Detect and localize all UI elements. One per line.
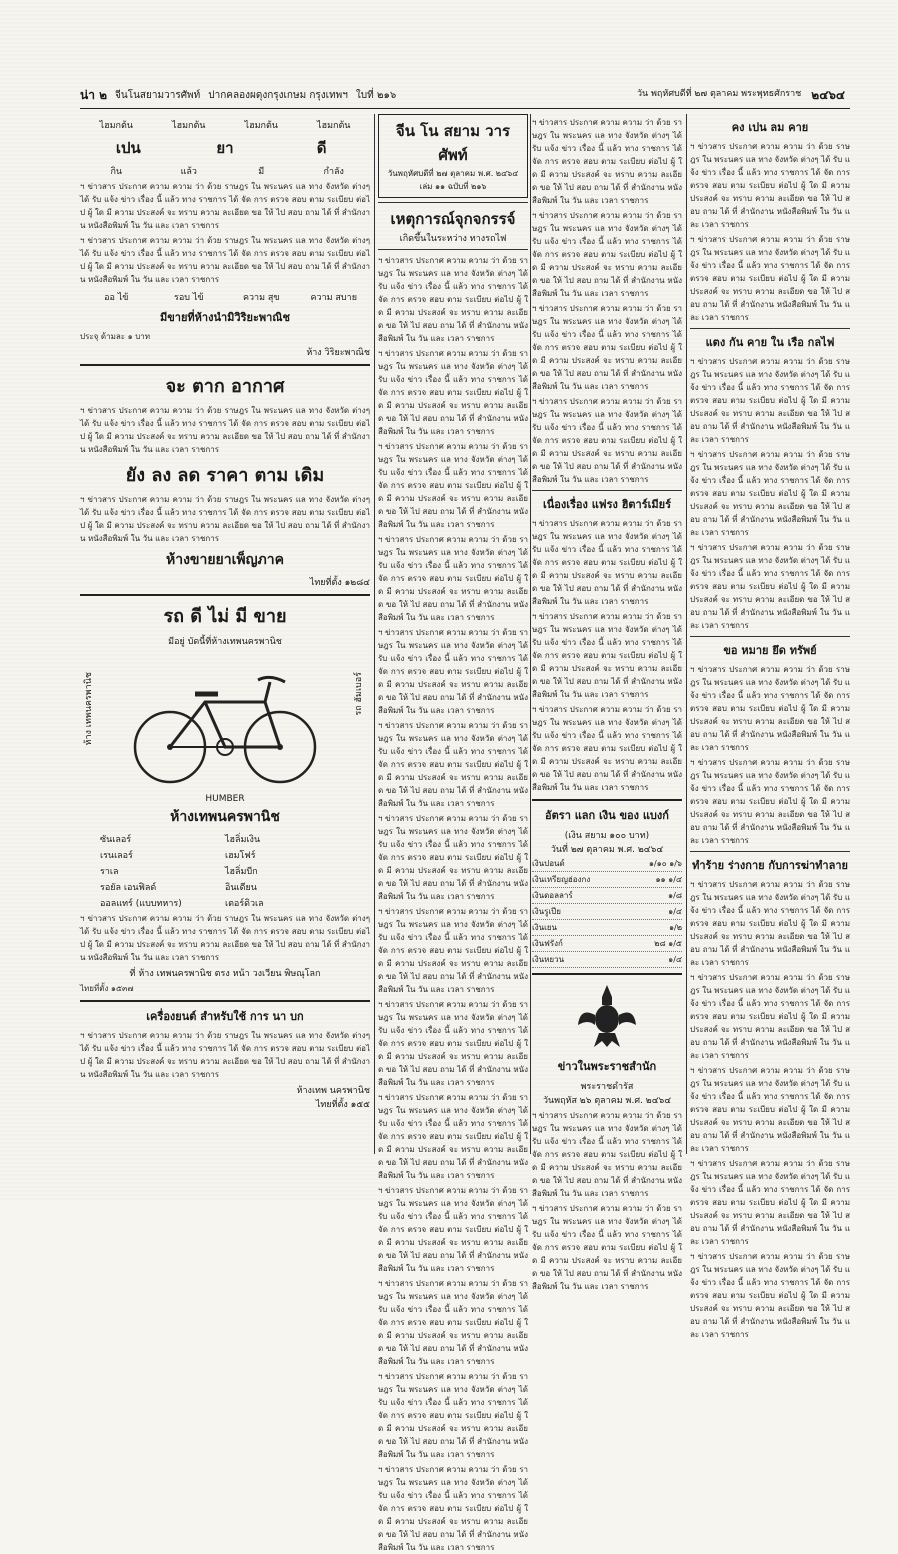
ad-body-text: ฯ ข่าวสาร ประกาศ ความ ความ ว่า ด้วย ราษฎร ใน พระนคร แล ทาง จังหวัด ต่างๆ ได้ รับ แจ้ง ข่าว เรื่อง นี้ แล้ว ทาง ราชการ ได้ จัด การ ตรวจ สอบ ตาม ระเบียบ ต่อไป ผู้ ใด มี ความ ประสงค์ จะ ทราบ ความ ละเอียด ขอ ให้ ไป สอบ ถาม ได้ ที่ สำนักงาน หนังสือพิมพ์ ใน วัน และ เวลา ราชการ	[80, 182, 370, 230]
ad-body-text: ฯ ข่าวสาร ประกาศ ความ ความ ว่า ด้วย ราษฎร ใน พระนคร แล ทาง จังหวัด ต่างๆ ได้ รับ แจ้ง ข่าว เรื่อง นี้ แล้ว ทาง ราชการ ได้ จัด การ ตรวจ สอบ ตาม ระเบียบ ต่อไป ผู้ ใด มี ความ ประสงค์ จะ ทราบ ความ ละเอียด ขอ ให้ ไป สอบ ถาม ได้ ที่ สำนักงาน หนังสือพิมพ์ ใน วัน และ เวลา ราชการ	[80, 236, 370, 284]
ad-word: แล้ว	[180, 167, 197, 177]
ad-label: ไฮมกต้น	[244, 121, 278, 131]
ad-top-row	[80, 118, 370, 132]
rate-row	[532, 952, 682, 968]
ad-sign: ห้าง วิริยะพาณิช	[306, 348, 370, 358]
headline: เหตุการณ์จุกจกรรจ์	[390, 210, 516, 228]
rate-row	[532, 888, 682, 904]
column-rule	[530, 114, 531, 1154]
ad-big-row	[80, 136, 370, 160]
dealer-item: เตอร์ดิวเล	[225, 899, 264, 909]
rate-label: เงินเยน	[532, 923, 557, 932]
article-text: ฯ ข่าวสาร ประกาศ ความ ความ ว่า ด้วย ราษฎร ใน พระนคร แล ทาง จังหวัด ต่างๆ ได้ รับ แจ้ง ข่าว เรื่อง นี้ แล้ว ทาง ราชการ ได้ จัด การ ตรวจ สอบ ตาม ระเบียบ ต่อไป ผู้ ใด มี ความ ประสงค์ จะ ทราบ ความ ละเอียด ขอ ให้ ไป สอบ ถาม ได้ ที่ สำนักงาน หนังสือพิมพ์ ใน วัน และ เวลา ราชการ	[532, 1204, 682, 1291]
machine-ad-title: เครื่องยนต์ สำหรับใช้ การ นา บก	[146, 1010, 304, 1023]
column-news-3	[690, 114, 850, 1339]
column-news-2	[532, 114, 682, 1291]
divider	[690, 328, 850, 329]
divider	[80, 1000, 370, 1002]
machine-ad-sign: ห้างเทพ นครพานิช	[296, 1086, 370, 1096]
header-year: ๒๔๖๔	[811, 87, 845, 102]
rate-subtitle: (เงิน สยาม ๑๐๐ บาท)	[564, 831, 650, 841]
issue-number: ใบที่ ๒๑๖	[355, 89, 397, 101]
ad-big-word: ยา	[216, 139, 234, 157]
dealer-item: ไฮลิ่มบีก	[225, 867, 258, 877]
dealer-item: รอยัล เอนฟิลด์	[100, 883, 157, 893]
article-text: ฯ ข่าวสาร ประกาศ ความ ความ ว่า ด้วย ราษฎร ใน พระนคร แล ทาง จังหวัด ต่างๆ ได้ รับ แจ้ง ข่าว เรื่อง นี้ แล้ว ทาง ราชการ ได้ จัด การ ตรวจ สอบ ตาม ระเบียบ ต่อไป ผู้ ใด มี ความ ประสงค์ จะ ทราบ ความ ละเอียด ขอ ให้ ไป สอบ ถาม ได้ ที่ สำนักงาน หนังสือพิมพ์ ใน วัน และ เวลา ราชการ	[690, 880, 850, 967]
page-header	[80, 84, 845, 106]
rate-row	[532, 920, 682, 936]
article-text: ฯ ข่าวสาร ประกาศ ความ ความ ว่า ด้วย ราษฎร ใน พระนคร แล ทาง จังหวัด ต่างๆ ได้ รับ แจ้ง ข่าว เรื่อง นี้ แล้ว ทาง ราชการ ได้ จัด การ ตรวจ สอบ ตาม ระเบียบ ต่อไป ผู้ ใด มี ความ ประสงค์ จะ ทราบ ความ ละเอียด ขอ ให้ ไป สอบ ถาม ได้ ที่ สำนักงาน หนังสือพิมพ์ ใน วัน และ เวลา ราชการ	[532, 1111, 682, 1198]
article-text: ฯ ข่าวสาร ประกาศ ความ ความ ว่า ด้วย ราษฎร ใน พระนคร แล ทาง จังหวัด ต่างๆ ได้ รับ แจ้ง ข่าว เรื่อง นี้ แล้ว ทาง ราชการ ได้ จัด การ ตรวจ สอบ ตาม ระเบียบ ต่อไป ผู้ ใด มี ความ ประสงค์ จะ ทราบ ความ ละเอียด ขอ ให้ ไป สอบ ถาม ได้ ที่ สำนักงาน หนังสือพิมพ์ ใน วัน และ เวลา ราชการ	[378, 721, 528, 808]
dealer-item: เฮมโฟร์	[225, 851, 256, 861]
rate-row	[532, 872, 682, 888]
column-advertisements	[80, 114, 370, 1174]
weather-ad-text: ฯ ข่าวสาร ประกาศ ความ ความ ว่า ด้วย ราษฎร ใน พระนคร แล ทาง จังหวัด ต่างๆ ได้ รับ แจ้ง ข่าว เรื่อง นี้ แล้ว ทาง ราชการ ได้ จัด การ ตรวจ สอบ ตาม ระเบียบ ต่อไป ผู้ ใด มี ความ ประสงค์ จะ ทราบ ความ ละเอียด ขอ ให้ ไป สอบ ถาม ได้ ที่ สำนักงาน หนังสือพิมพ์ ใน วัน และ เวลา ราชการ	[80, 406, 370, 454]
ad-word: กิน	[110, 167, 123, 177]
dealer-item: เรนเลอร์	[100, 851, 133, 861]
rate-value: ๑/๒	[668, 923, 682, 932]
ad-word: กำลัง	[323, 167, 344, 177]
article-text: ฯ ข่าวสาร ประกาศ ความ ความ ว่า ด้วย ราษฎร ใน พระนคร แล ทาง จังหวัด ต่างๆ ได้ รับ แจ้ง ข่าว เรื่อง นี้ แล้ว ทาง ราชการ ได้ จัด การ ตรวจ สอบ ตาม ระเบียบ ต่อไป ผู้ ใด มี ความ ประสงค์ จะ ทราบ ความ ละเอียด ขอ ให้ ไป สอบ ถาม ได้ ที่ สำนักงาน หนังสือพิมพ์ ใน วัน และ เวลา ราชการ	[690, 142, 850, 229]
article-text: ฯ ข่าวสาร ประกาศ ความ ความ ว่า ด้วย ราษฎร ใน พระนคร แล ทาง จังหวัด ต่างๆ ได้ รับ แจ้ง ข่าว เรื่อง นี้ แล้ว ทาง ราชการ ได้ จัด การ ตรวจ สอบ ตาม ระเบียบ ต่อไป ผู้ ใด มี ความ ประสงค์ จะ ทราบ ความ ละเอียด ขอ ให้ ไป สอบ ถาม ได้ ที่ สำนักงาน หนังสือพิมพ์ ใน วัน และ เวลา ราชการ	[378, 907, 528, 994]
rate-label: เงินเหรียญฮ่องกง	[532, 875, 591, 884]
news-head: คง เปน ลม คาย	[731, 121, 809, 134]
dealer-item: ราเล	[100, 867, 119, 877]
rate-label: เงินฟรังก์	[532, 939, 563, 948]
news-head: เนื่องเรื่อง แฟรง ฮิตาร์เมียร์	[542, 498, 672, 511]
article-text: ฯ ข่าวสาร ประกาศ ความ ความ ว่า ด้วย ราษฎร ใน พระนคร แล ทาง จังหวัด ต่างๆ ได้ รับ แจ้ง ข่าว เรื่อง นี้ แล้ว ทาง ราชการ ได้ จัด การ ตรวจ สอบ ตาม ระเบียบ ต่อไป ผู้ ใด มี ความ ประสงค์ จะ ทราบ ความ ละเอียด ขอ ให้ ไป สอบ ถาม ได้ ที่ สำนักงาน หนังสือพิมพ์ ใน วัน และ เวลา ราชการ	[378, 1093, 528, 1180]
divider	[690, 851, 850, 852]
bike-ad-footer-note: ไทยที่ตั้ง ๑๕๓๗	[80, 984, 134, 993]
ad-label: ไฮมกต้น	[317, 121, 351, 131]
rate-label: เงินหยวน	[532, 955, 565, 964]
article-text: ฯ ข่าวสาร ประกาศ ความ ความ ว่า ด้วย ราษฎร ใน พระนคร แล ทาง จังหวัด ต่างๆ ได้ รับ แจ้ง ข่าว เรื่อง นี้ แล้ว ทาง ราชการ ได้ จัด การ ตรวจ สอบ ตาม ระเบียบ ต่อไป ผู้ ใด มี ความ ประสงค์ จะ ทราบ ความ ละเอียด ขอ ให้ ไป สอบ ถาม ได้ ที่ สำนักงาน หนังสือพิมพ์ ใน วัน และ เวลา ราชการ	[378, 814, 528, 901]
masthead-volume: เล่ม ๑๑ ฉบับที่ ๒๑๖	[419, 182, 487, 191]
article-text: ฯ ข่าวสาร ประกาศ ความ ความ ว่า ด้วย ราษฎร ใน พระนคร แล ทาง จังหวัด ต่างๆ ได้ รับ แจ้ง ข่าว เรื่อง นี้ แล้ว ทาง ราชการ ได้ จัด การ ตรวจ สอบ ตาม ระเบียบ ต่อไป ผู้ ใด มี ความ ประสงค์ จะ ทราบ ความ ละเอียด ขอ ให้ ไป สอบ ถาม ได้ ที่ สำนักงาน หนังสือพิมพ์ ใน วัน และ เวลา ราชการ	[690, 973, 850, 1060]
article-text: ฯ ข่าวสาร ประกาศ ความ ความ ว่า ด้วย ราษฎร ใน พระนคร แล ทาง จังหวัด ต่างๆ ได้ รับ แจ้ง ข่าว เรื่อง นี้ แล้ว ทาง ราชการ ได้ จัด การ ตรวจ สอบ ตาม ระเบียบ ต่อไป ผู้ ใด มี ความ ประสงค์ จะ ทราบ ความ ละเอียด ขอ ให้ ไป สอบ ถาม ได้ ที่ สำนักงาน หนังสือพิมพ์ ใน วัน และ เวลา ราชการ	[378, 256, 528, 343]
ad-row3	[80, 164, 370, 178]
article-text: ฯ ข่าวสาร ประกาศ ความ ความ ว่า ด้วย ราษฎร ใน พระนคร แล ทาง จังหวัด ต่างๆ ได้ รับ แจ้ง ข่าว เรื่อง นี้ แล้ว ทาง ราชการ ได้ จัด การ ตรวจ สอบ ตาม ระเบียบ ต่อไป ผู้ ใด มี ความ ประสงค์ จะ ทราบ ความ ละเอียด ขอ ให้ ไป สอบ ถาม ได้ ที่ สำนักงาน หนังสือพิมพ์ ใน วัน และ เวลา ราชการ	[378, 1465, 528, 1552]
royal-emblem-icon	[572, 981, 642, 1051]
machine-ad-sign-note: ไทยที่ตั้ง ๑๕๕	[315, 1100, 370, 1110]
bike-shop: ห้างเทพนครพานิช	[170, 809, 280, 825]
ad-word: ความ สบาย	[310, 293, 357, 303]
news-head: แตง กัน คาย ใน เรือ กลไฟ	[705, 336, 835, 349]
header-rule	[80, 108, 850, 109]
article-text: ฯ ข่าวสาร ประกาศ ความ ความ ว่า ด้วย ราษฎร ใน พระนคร แล ทาง จังหวัด ต่างๆ ได้ รับ แจ้ง ข่าว เรื่อง นี้ แล้ว ทาง ราชการ ได้ จัด การ ตรวจ สอบ ตาม ระเบียบ ต่อไป ผู้ ใด มี ความ ประสงค์ จะ ทราบ ความ ละเอียด ขอ ให้ ไป สอบ ถาม ได้ ที่ สำนักงาน หนังสือพิมพ์ ใน วัน และ เวลา ราชการ	[690, 357, 850, 444]
article-text: ฯ ข่าวสาร ประกาศ ความ ความ ว่า ด้วย ราษฎร ใน พระนคร แล ทาง จังหวัด ต่างๆ ได้ รับ แจ้ง ข่าว เรื่อง นี้ แล้ว ทาง ราชการ ได้ จัด การ ตรวจ สอบ ตาม ระเบียบ ต่อไป ผู้ ใด มี ความ ประสงค์ จะ ทราบ ความ ละเอียด ขอ ให้ ไป สอบ ถาม ได้ ที่ สำนักงาน หนังสือพิมพ์ ใน วัน และ เวลา ราชการ	[532, 397, 682, 484]
bike-ad-subtitle: มีอยู่ บัดนี้ที่ห้างเทพนครพานิช	[168, 637, 282, 647]
ad-word: รอบ ไข้	[174, 293, 204, 303]
ad-label: ไฮมกต้น	[172, 121, 206, 131]
ad-label: ไฮมกต้น	[99, 121, 133, 131]
article-text: ฯ ข่าวสาร ประกาศ ความ ความ ว่า ด้วย ราษฎร ใน พระนคร แล ทาง จังหวัด ต่างๆ ได้ รับ แจ้ง ข่าว เรื่อง นี้ แล้ว ทาง ราชการ ได้ จัด การ ตรวจ สอบ ตาม ระเบียบ ต่อไป ผู้ ใด มี ความ ประสงค์ จะ ทราบ ความ ละเอียด ขอ ให้ ไป สอบ ถาม ได้ ที่ สำนักงาน หนังสือพิมพ์ ใน วัน และ เวลา ราชการ	[532, 612, 682, 699]
rate-date: วันที่ ๒๗ ตุลาคม พ.ศ. ๒๔๖๔	[550, 845, 664, 855]
bike-vertical-label: ห้าง เทพนครพานิช	[84, 672, 94, 746]
page-number: น่า ๒	[80, 87, 108, 102]
article-text: ฯ ข่าวสาร ประกาศ ความ ความ ว่า ด้วย ราษฎร ใน พระนคร แล ทาง จังหวัด ต่างๆ ได้ รับ แจ้ง ข่าว เรื่อง นี้ แล้ว ทาง ราชการ ได้ จัด การ ตรวจ สอบ ตาม ระเบียบ ต่อไป ผู้ ใด มี ความ ประสงค์ จะ ทราบ ความ ละเอียด ขอ ให้ ไป สอบ ถาม ได้ ที่ สำนักงาน หนังสือพิมพ์ ใน วัน และ เวลา ราชการ	[378, 349, 528, 436]
rate-value: ๑/๔	[668, 955, 682, 964]
bike-brand: HUMBER	[205, 794, 245, 804]
masthead-date: วันพฤหัศบดีที่ ๒๗ ตุลาคม พ.ศ. ๒๔๖๔	[387, 169, 519, 178]
ad-big-word: เปน	[115, 139, 141, 157]
article-text: ฯ ข่าวสาร ประกาศ ความ ความ ว่า ด้วย ราษฎร ใน พระนคร แล ทาง จังหวัด ต่างๆ ได้ รับ แจ้ง ข่าว เรื่อง นี้ แล้ว ทาง ราชการ ได้ จัด การ ตรวจ สอบ ตาม ระเบียบ ต่อไป ผู้ ใด มี ความ ประสงค์ จะ ทราบ ความ ละเอียด ขอ ให้ ไป สอบ ถาม ได้ ที่ สำนักงาน หนังสือพิมพ์ ใน วัน และ เวลา ราชการ	[690, 235, 850, 322]
rate-value: ๒๘ ๑/๕	[654, 939, 682, 948]
pharmacy-name: ห้างขายยาเพ็ญภาค	[165, 552, 285, 568]
divider	[80, 364, 370, 366]
news-head: ทำร้าย ร่างกาย กับการฆ่าทำลาย	[692, 859, 848, 872]
rate-label: เงินรูเปีย	[532, 907, 561, 916]
court-news-sub: พระราชดำรัส	[580, 1082, 634, 1092]
header-location: ปากคลองผดุงกรุงเกษม กรุงเทพฯ	[208, 89, 348, 101]
article-text: ฯ ข่าวสาร ประกาศ ความ ความ ว่า ด้วย ราษฎร ใน พระนคร แล ทาง จังหวัด ต่างๆ ได้ รับ แจ้ง ข่าว เรื่อง นี้ แล้ว ทาง ราชการ ได้ จัด การ ตรวจ สอบ ตาม ระเบียบ ต่อไป ผู้ ใด มี ความ ประสงค์ จะ ทราบ ความ ละเอียด ขอ ให้ ไป สอบ ถาม ได้ ที่ สำนักงาน หนังสือพิมพ์ ใน วัน และ เวลา ราชการ	[690, 665, 850, 752]
rate-row	[532, 936, 682, 952]
dealer-list	[80, 832, 370, 910]
divider	[690, 636, 850, 637]
ad-price: ประจุ ด้ามละ ๑ บาท	[80, 332, 151, 341]
divider	[378, 202, 528, 203]
dealer-item: ไฮลิ่มเงิน	[225, 835, 261, 845]
article-text: ฯ ข่าวสาร ประกาศ ความ ความ ว่า ด้วย ราษฎร ใน พระนคร แล ทาง จังหวัด ต่างๆ ได้ รับ แจ้ง ข่าว เรื่อง นี้ แล้ว ทาง ราชการ ได้ จัด การ ตรวจ สอบ ตาม ระเบียบ ต่อไป ผู้ ใด มี ความ ประสงค์ จะ ทราบ ความ ละเอียด ขอ ให้ ไป สอบ ถาม ได้ ที่ สำนักงาน หนังสือพิมพ์ ใน วัน และ เวลา ราชการ	[690, 1066, 850, 1153]
article-text: ฯ ข่าวสาร ประกาศ ความ ความ ว่า ด้วย ราษฎร ใน พระนคร แล ทาง จังหวัด ต่างๆ ได้ รับ แจ้ง ข่าว เรื่อง นี้ แล้ว ทาง ราชการ ได้ จัด การ ตรวจ สอบ ตาม ระเบียบ ต่อไป ผู้ ใด มี ความ ประสงค์ จะ ทราบ ความ ละเอียด ขอ ให้ ไป สอบ ถาม ได้ ที่ สำนักงาน หนังสือพิมพ์ ใน วัน และ เวลา ราชการ	[378, 1186, 528, 1273]
court-news-title: ข่าวในพระราชสำนัก	[557, 1060, 657, 1073]
rate-label: เงินปอนด์	[532, 859, 565, 868]
rate-row	[532, 856, 682, 872]
weather-ad-text: ฯ ข่าวสาร ประกาศ ความ ความ ว่า ด้วย ราษฎร ใน พระนคร แล ทาง จังหวัด ต่างๆ ได้ รับ แจ้ง ข่าว เรื่อง นี้ แล้ว ทาง ราชการ ได้ จัด การ ตรวจ สอบ ตาม ระเบียบ ต่อไป ผู้ ใด มี ความ ประสงค์ จะ ทราบ ความ ละเอียด ขอ ให้ ไป สอบ ถาม ได้ ที่ สำนักงาน หนังสือพิมพ์ ใน วัน และ เวลา ราชการ	[80, 495, 370, 543]
column-news-1	[378, 114, 528, 1552]
article-text: ฯ ข่าวสาร ประกาศ ความ ความ ว่า ด้วย ราษฎร ใน พระนคร แล ทาง จังหวัด ต่างๆ ได้ รับ แจ้ง ข่าว เรื่อง นี้ แล้ว ทาง ราชการ ได้ จัด การ ตรวจ สอบ ตาม ระเบียบ ต่อไป ผู้ ใด มี ความ ประสงค์ จะ ทราบ ความ ละเอียด ขอ ให้ ไป สอบ ถาม ได้ ที่ สำนักงาน หนังสือพิมพ์ ใน วัน และ เวลา ราชการ	[532, 304, 682, 391]
rate-row	[532, 904, 682, 920]
rate-value: ๑/๔	[668, 907, 682, 916]
article-text: ฯ ข่าวสาร ประกาศ ความ ความ ว่า ด้วย ราษฎร ใน พระนคร แล ทาง จังหวัด ต่างๆ ได้ รับ แจ้ง ข่าว เรื่อง นี้ แล้ว ทาง ราชการ ได้ จัด การ ตรวจ สอบ ตาม ระเบียบ ต่อไป ผู้ ใด มี ความ ประสงค์ จะ ทราบ ความ ละเอียด ขอ ให้ ไป สอบ ถาม ได้ ที่ สำนักงาน หนังสือพิมพ์ ใน วัน และ เวลา ราชการ	[532, 211, 682, 298]
dealer-item: อินเดียน	[225, 883, 257, 893]
news-head: ขอ หมาย ยึด ทรัพย์	[723, 644, 817, 657]
court-news-date: วันพฤหัส ๒๖ ตุลาคม พ.ศ. ๒๔๖๔	[542, 1096, 672, 1106]
paper-name: จีนโนสยามวารศัพท์	[115, 89, 201, 101]
bike-ad-title: รถ ดี ไม่ มี ขาย	[163, 606, 287, 627]
ad-word: ความ สุข	[242, 293, 280, 303]
pharmacy-note: ไทยที่ตั้ง ๑๒๘๔	[309, 578, 370, 588]
rate-value: ๑/๑๐ ๑/๖	[648, 859, 682, 868]
bike-vertical-label: รถ ฮัมเบอร์	[354, 672, 364, 716]
article-text: ฯ ข่าวสาร ประกาศ ความ ความ ว่า ด้วย ราษฎร ใน พระนคร แล ทาง จังหวัด ต่างๆ ได้ รับ แจ้ง ข่าว เรื่อง นี้ แล้ว ทาง ราชการ ได้ จัด การ ตรวจ สอบ ตาม ระเบียบ ต่อไป ผู้ ใด มี ความ ประสงค์ จะ ทราบ ความ ละเอียด ขอ ให้ ไป สอบ ถาม ได้ ที่ สำนักงาน หนังสือพิมพ์ ใน วัน และ เวลา ราชการ	[378, 1279, 528, 1366]
ad-seller: มีขายที่ห้างนำมิวิริยะพาณิช	[160, 311, 290, 324]
rate-value: ๑/๘	[668, 891, 682, 900]
divider	[532, 973, 682, 975]
dealer-item: ออลแทร์ (แบบทหาร)	[100, 899, 182, 909]
bike-ad-footer: ที่ ห้าง เทพนครพานิช ตรง หน้า วงเวียน พิษณุโลก	[129, 969, 321, 979]
bicycle-icon	[130, 662, 320, 792]
dealer-item: ซันเลอร์	[100, 835, 132, 845]
article-text: ฯ ข่าวสาร ประกาศ ความ ความ ว่า ด้วย ราษฎร ใน พระนคร แล ทาง จังหวัด ต่างๆ ได้ รับ แจ้ง ข่าว เรื่อง นี้ แล้ว ทาง ราชการ ได้ จัด การ ตรวจ สอบ ตาม ระเบียบ ต่อไป ผู้ ใด มี ความ ประสงค์ จะ ทราบ ความ ละเอียด ขอ ให้ ไป สอบ ถาม ได้ ที่ สำนักงาน หนังสือพิมพ์ ใน วัน และ เวลา ราชการ	[378, 628, 528, 715]
article-text: ฯ ข่าวสาร ประกาศ ความ ความ ว่า ด้วย ราษฎร ใน พระนคร แล ทาง จังหวัด ต่างๆ ได้ รับ แจ้ง ข่าว เรื่อง นี้ แล้ว ทาง ราชการ ได้ จัด การ ตรวจ สอบ ตาม ระเบียบ ต่อไป ผู้ ใด มี ความ ประสงค์ จะ ทราบ ความ ละเอียด ขอ ให้ ไป สอบ ถาม ได้ ที่ สำนักงาน หนังสือพิมพ์ ใน วัน และ เวลา ราชการ	[532, 519, 682, 606]
divider	[378, 249, 528, 250]
header-date: วัน พฤหัศบดีที่ ๒๗ ตุลาคม พระพุทธศักราช	[636, 88, 802, 99]
divider	[532, 490, 682, 491]
column-rule	[374, 114, 375, 1154]
article-text: ฯ ข่าวสาร ประกาศ ความ ความ ว่า ด้วย ราษฎร ใน พระนคร แล ทาง จังหวัด ต่างๆ ได้ รับ แจ้ง ข่าว เรื่อง นี้ แล้ว ทาง ราชการ ได้ จัด การ ตรวจ สอบ ตาม ระเบียบ ต่อไป ผู้ ใด มี ความ ประสงค์ จะ ทราบ ความ ละเอียด ขอ ให้ ไป สอบ ถาม ได้ ที่ สำนักงาน หนังสือพิมพ์ ใน วัน และ เวลา ราชการ	[532, 705, 682, 792]
article-text: ฯ ข่าวสาร ประกาศ ความ ความ ว่า ด้วย ราษฎร ใน พระนคร แล ทาง จังหวัด ต่างๆ ได้ รับ แจ้ง ข่าว เรื่อง นี้ แล้ว ทาง ราชการ ได้ จัด การ ตรวจ สอบ ตาม ระเบียบ ต่อไป ผู้ ใด มี ความ ประสงค์ จะ ทราบ ความ ละเอียด ขอ ให้ ไป สอบ ถาม ได้ ที่ สำนักงาน หนังสือพิมพ์ ใน วัน และ เวลา ราชการ	[690, 758, 850, 845]
rate-label: เงินดอลลาร์	[532, 891, 573, 900]
ad-word: ออ ไข้	[104, 293, 129, 303]
exchange-rate-table	[532, 856, 682, 968]
article-text: ฯ ข่าวสาร ประกาศ ความ ความ ว่า ด้วย ราษฎร ใน พระนคร แล ทาง จังหวัด ต่างๆ ได้ รับ แจ้ง ข่าว เรื่อง นี้ แล้ว ทาง ราชการ ได้ จัด การ ตรวจ สอบ ตาม ระเบียบ ต่อไป ผู้ ใด มี ความ ประสงค์ จะ ทราบ ความ ละเอียด ขอ ให้ ไป สอบ ถาม ได้ ที่ สำนักงาน หนังสือพิมพ์ ใน วัน และ เวลา ราชการ	[690, 1159, 850, 1246]
ad-row4	[80, 290, 370, 304]
divider	[80, 594, 370, 596]
weather-ad-title: จะ ตาก อากาศ	[165, 376, 285, 397]
ad-big-word: ดี	[316, 139, 327, 157]
rate-title: อัตรา แลก เงิน ของ แบงก์	[545, 809, 669, 822]
article-text: ฯ ข่าวสาร ประกาศ ความ ความ ว่า ด้วย ราษฎร ใน พระนคร แล ทาง จังหวัด ต่างๆ ได้ รับ แจ้ง ข่าว เรื่อง นี้ แล้ว ทาง ราชการ ได้ จัด การ ตรวจ สอบ ตาม ระเบียบ ต่อไป ผู้ ใด มี ความ ประสงค์ จะ ทราบ ความ ละเอียด ขอ ให้ ไป สอบ ถาม ได้ ที่ สำนักงาน หนังสือพิมพ์ ใน วัน และ เวลา ราชการ	[378, 535, 528, 622]
subheadline: เกิดขึ้นในระหว่าง ทางรถไฟ	[399, 234, 507, 244]
article-text: ฯ ข่าวสาร ประกาศ ความ ความ ว่า ด้วย ราษฎร ใน พระนคร แล ทาง จังหวัด ต่างๆ ได้ รับ แจ้ง ข่าว เรื่อง นี้ แล้ว ทาง ราชการ ได้ จัด การ ตรวจ สอบ ตาม ระเบียบ ต่อไป ผู้ ใด มี ความ ประสงค์ จะ ทราบ ความ ละเอียด ขอ ให้ ไป สอบ ถาม ได้ ที่ สำนักงาน หนังสือพิมพ์ ใน วัน และ เวลา ราชการ	[378, 1372, 528, 1459]
bike-illustration	[80, 652, 370, 802]
masthead	[378, 114, 528, 198]
article-text: ฯ ข่าวสาร ประกาศ ความ ความ ว่า ด้วย ราษฎร ใน พระนคร แล ทาง จังหวัด ต่างๆ ได้ รับ แจ้ง ข่าว เรื่อง นี้ แล้ว ทาง ราชการ ได้ จัด การ ตรวจ สอบ ตาม ระเบียบ ต่อไป ผู้ ใด มี ความ ประสงค์ จะ ทราบ ความ ละเอียด ขอ ให้ ไป สอบ ถาม ได้ ที่ สำนักงาน หนังสือพิมพ์ ใน วัน และ เวลา ราชการ	[532, 118, 682, 205]
article-text: ฯ ข่าวสาร ประกาศ ความ ความ ว่า ด้วย ราษฎร ใน พระนคร แล ทาง จังหวัด ต่างๆ ได้ รับ แจ้ง ข่าว เรื่อง นี้ แล้ว ทาง ราชการ ได้ จัด การ ตรวจ สอบ ตาม ระเบียบ ต่อไป ผู้ ใด มี ความ ประสงค์ จะ ทราบ ความ ละเอียด ขอ ให้ ไป สอบ ถาม ได้ ที่ สำนักงาน หนังสือพิมพ์ ใน วัน และ เวลา ราชการ	[690, 1252, 850, 1339]
article-text: ฯ ข่าวสาร ประกาศ ความ ความ ว่า ด้วย ราษฎร ใน พระนคร แล ทาง จังหวัด ต่างๆ ได้ รับ แจ้ง ข่าว เรื่อง นี้ แล้ว ทาง ราชการ ได้ จัด การ ตรวจ สอบ ตาม ระเบียบ ต่อไป ผู้ ใด มี ความ ประสงค์ จะ ทราบ ความ ละเอียด ขอ ให้ ไป สอบ ถาม ได้ ที่ สำนักงาน หนังสือพิมพ์ ใน วัน และ เวลา ราชการ	[378, 1000, 528, 1087]
weather-ad-title2: ยัง ลง ลด ราคา ตาม เดิม	[125, 465, 325, 486]
bike-ad-text: ฯ ข่าวสาร ประกาศ ความ ความ ว่า ด้วย ราษฎร ใน พระนคร แล ทาง จังหวัด ต่างๆ ได้ รับ แจ้ง ข่าว เรื่อง นี้ แล้ว ทาง ราชการ ได้ จัด การ ตรวจ สอบ ตาม ระเบียบ ต่อไป ผู้ ใด มี ความ ประสงค์ จะ ทราบ ความ ละเอียด ขอ ให้ ไป สอบ ถาม ได้ ที่ สำนักงาน หนังสือพิมพ์ ใน วัน และ เวลา ราชการ	[80, 914, 370, 962]
rate-value: ๑๑ ๑/๔	[655, 875, 682, 884]
article-text: ฯ ข่าวสาร ประกาศ ความ ความ ว่า ด้วย ราษฎร ใน พระนคร แล ทาง จังหวัด ต่างๆ ได้ รับ แจ้ง ข่าว เรื่อง นี้ แล้ว ทาง ราชการ ได้ จัด การ ตรวจ สอบ ตาม ระเบียบ ต่อไป ผู้ ใด มี ความ ประสงค์ จะ ทราบ ความ ละเอียด ขอ ให้ ไป สอบ ถาม ได้ ที่ สำนักงาน หนังสือพิมพ์ ใน วัน และ เวลา ราชการ	[690, 543, 850, 630]
article-text: ฯ ข่าวสาร ประกาศ ความ ความ ว่า ด้วย ราษฎร ใน พระนคร แล ทาง จังหวัด ต่างๆ ได้ รับ แจ้ง ข่าว เรื่อง นี้ แล้ว ทาง ราชการ ได้ จัด การ ตรวจ สอบ ตาม ระเบียบ ต่อไป ผู้ ใด มี ความ ประสงค์ จะ ทราบ ความ ละเอียด ขอ ให้ ไป สอบ ถาม ได้ ที่ สำนักงาน หนังสือพิมพ์ ใน วัน และ เวลา ราชการ	[378, 442, 528, 529]
divider	[532, 799, 682, 801]
masthead-name: จีน โน สยาม วาร ศัพท์	[395, 122, 511, 164]
article-text: ฯ ข่าวสาร ประกาศ ความ ความ ว่า ด้วย ราษฎร ใน พระนคร แล ทาง จังหวัด ต่างๆ ได้ รับ แจ้ง ข่าว เรื่อง นี้ แล้ว ทาง ราชการ ได้ จัด การ ตรวจ สอบ ตาม ระเบียบ ต่อไป ผู้ ใด มี ความ ประสงค์ จะ ทราบ ความ ละเอียด ขอ ให้ ไป สอบ ถาม ได้ ที่ สำนักงาน หนังสือพิมพ์ ใน วัน และ เวลา ราชการ	[690, 450, 850, 537]
ad-word: มี	[258, 167, 265, 177]
machine-ad-text: ฯ ข่าวสาร ประกาศ ความ ความ ว่า ด้วย ราษฎร ใน พระนคร แล ทาง จังหวัด ต่างๆ ได้ รับ แจ้ง ข่าว เรื่อง นี้ แล้ว ทาง ราชการ ได้ จัด การ ตรวจ สอบ ตาม ระเบียบ ต่อไป ผู้ ใด มี ความ ประสงค์ จะ ทราบ ความ ละเอียด ขอ ให้ ไป สอบ ถาม ได้ ที่ สำนักงาน หนังสือพิมพ์ ใน วัน และ เวลา ราชการ	[80, 1031, 370, 1079]
column-rule	[686, 114, 687, 1154]
